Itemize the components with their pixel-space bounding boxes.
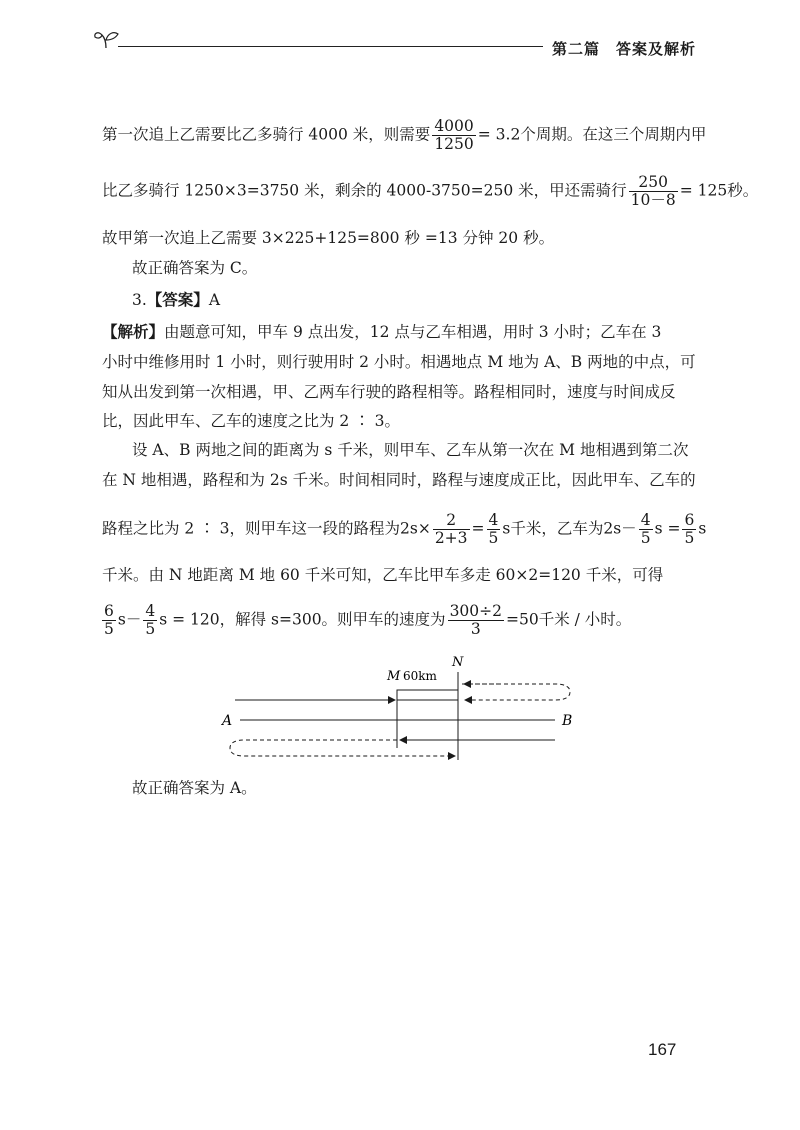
fraction-numerator: 250 — [629, 174, 678, 192]
fraction — [682, 512, 696, 547]
fraction-denominator: 5 — [145, 620, 156, 638]
fraction — [433, 512, 470, 547]
fraction — [629, 174, 678, 209]
final-answer-line: 故正确答案为 A。 — [132, 779, 257, 797]
yi-dashed-path-top — [462, 684, 570, 700]
fraction-denominator: 1250 — [434, 135, 474, 153]
fraction-numerator: 4 — [145, 602, 156, 620]
fraction-denominator: 3 — [470, 620, 481, 638]
text-fragment: = 3.2个周期。在这三个周期内甲 — [477, 125, 707, 144]
sprout-icon — [92, 28, 122, 54]
text-line-7: 小时中维修用时 1 小时，则行驶用时 2 小时。相遇地点 M 地为 A、B 两地的中点，可 — [102, 353, 696, 371]
text-fragment: s千米，乙车为2s－ — [502, 519, 637, 538]
text-fragment: =50千米 / 小时。 — [506, 610, 632, 629]
label-b: B — [562, 713, 573, 729]
text-fragment: s－ — [117, 610, 142, 629]
fraction — [143, 603, 157, 638]
fraction-denominator: 5 — [684, 529, 695, 547]
answer-line — [132, 290, 220, 310]
text-line-9: 比，因此甲车、乙车的速度之比为 2 ∶ 3。 — [102, 412, 401, 430]
fraction-denominator: 5 — [640, 529, 651, 547]
fraction — [639, 512, 653, 547]
distance-bracket — [397, 690, 458, 696]
analysis-line — [102, 322, 661, 342]
fraction — [102, 603, 116, 638]
fraction-numerator: 6 — [684, 511, 695, 529]
fraction-numerator: 6 — [104, 602, 114, 620]
analysis-tag: 【解析】 — [102, 322, 165, 341]
page-number: 167 — [648, 1040, 677, 1059]
text-line-10: 设 A、B 两地之间的距离为 s 千米，则甲车、乙车从第一次在 M 地相遇到第二次 — [132, 441, 689, 459]
route-diagram — [200, 650, 600, 775]
text-fragment: s = 120，解得 s=300。则甲车的速度为 — [159, 610, 446, 629]
answer-tag: 【答案】 — [146, 290, 209, 309]
fraction-denominator: 2+3 — [434, 529, 468, 547]
text-fragment: s — [698, 519, 707, 538]
text-fragment: = — [471, 519, 485, 538]
fraction — [487, 512, 501, 547]
text-line-3: 故甲第一次追上乙需要 3×225+125=800 秒 =13 分钟 20 秒。 — [102, 229, 555, 247]
text-line-2 — [102, 174, 758, 209]
text-fragment: 由题意可知，甲车 9 点出发，12 点与乙车相遇，用时 3 小时；乙车在 3 — [164, 323, 662, 341]
text-line-1 — [102, 118, 706, 153]
fraction-numerator: 4000 — [434, 117, 474, 135]
label-a: A — [222, 713, 233, 729]
text-line-8: 知从出发到第一次相遇，甲、乙两车行驶的路程相等。路程相同时，速度与时间成反 — [102, 383, 676, 401]
text-line-14 — [102, 603, 631, 638]
text-line-11: 在 N 地相遇，路程和为 2s 千米。时间相同时，路程与速度成正比，因此甲车、乙车的 — [102, 471, 696, 489]
fraction-numerator: 4 — [488, 511, 499, 529]
label-n: N — [452, 655, 464, 670]
fraction-denominator: 10－8 — [630, 191, 676, 209]
answer-value: A — [208, 291, 221, 309]
text-fragment: = 125秒。 — [679, 181, 759, 200]
text-fragment: 第一次追上乙需要比乙多骑行 4000 米，则需要 — [102, 125, 431, 144]
jia-dashed-loop — [230, 740, 455, 756]
fraction — [448, 603, 504, 638]
text-line-12 — [102, 512, 706, 547]
label-m: M — [387, 669, 401, 684]
text-fragment: 比乙多骑行 1250×3=3750 米，剩余的 4000-3750=250 米，甲还需骑行 — [102, 181, 627, 200]
fraction-numerator: 300÷2 — [449, 602, 502, 620]
text-fragment: s = — [654, 519, 681, 538]
fraction-numerator: 2 — [433, 512, 470, 530]
section-title: 第二篇 答案及解析 — [552, 40, 697, 58]
fraction-denominator: 5 — [104, 620, 114, 638]
label-distance: 60km — [403, 669, 437, 683]
fraction-denominator: 5 — [488, 529, 499, 547]
text-line-13: 千米。由 N 地距离 M 地 60 千米可知，乙车比甲车多走 60×2=120 千米，可得 — [102, 566, 664, 584]
text-line-4: 故正确答案为 C。 — [132, 259, 258, 277]
header-rule — [118, 46, 543, 47]
fraction — [432, 118, 475, 153]
question-number: 3. — [132, 291, 147, 309]
fraction-numerator: 4 — [640, 511, 651, 529]
text-fragment: 路程之比为 2 ∶ 3，则甲车这一段的路程为2s× — [102, 519, 431, 538]
